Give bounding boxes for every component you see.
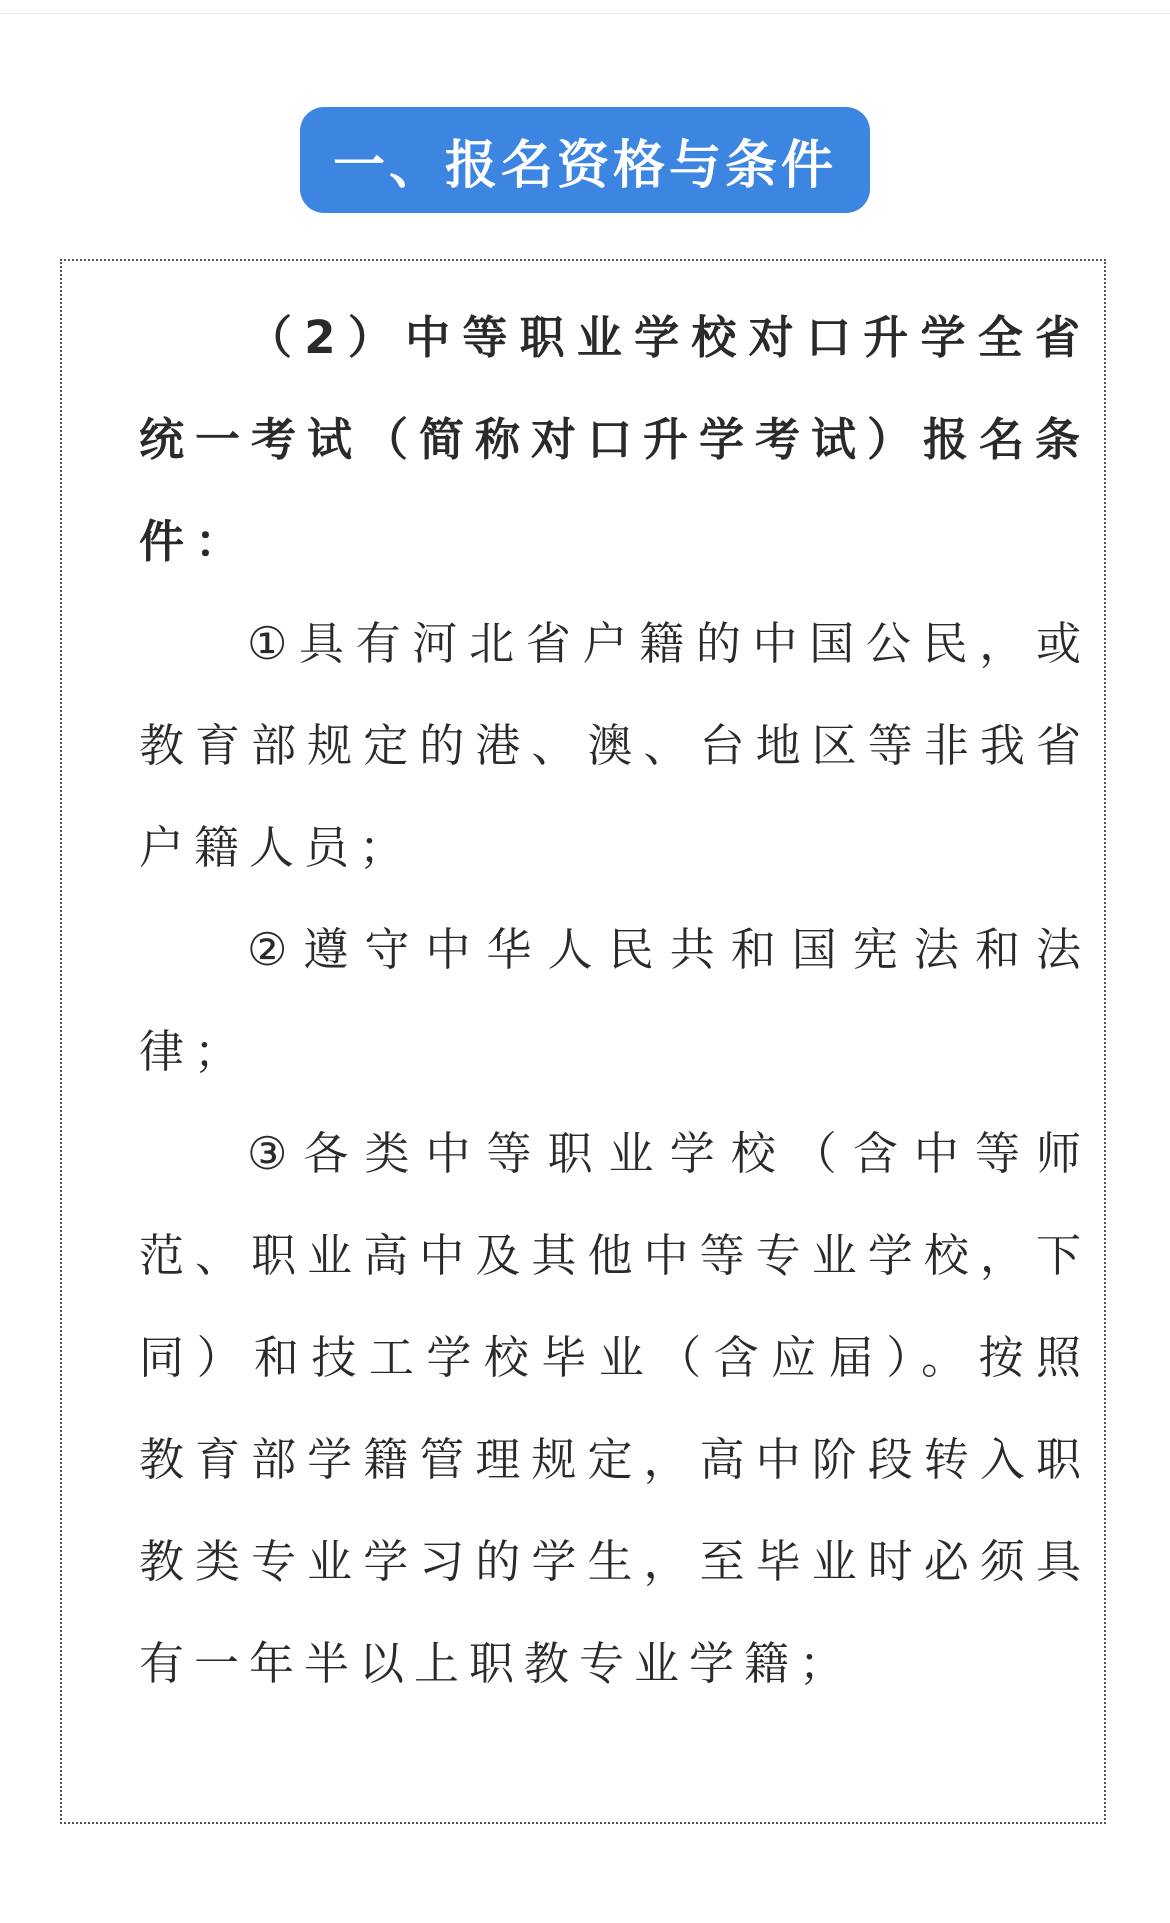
- content-box: [60, 259, 1106, 1824]
- condition-item-2: ②遵守中华人民共和国宪法和法律；: [139, 923, 1091, 1078]
- condition-item-3: ③各类中等职业学校（含中等师范、职业高中及其他中等专业学校，下同）和技工学校毕业（含应届）。按照教育部学籍管理规定，高中阶段转入职教类专业学习的学生，至毕业时必须具有一年半以上职教专业学籍；: [139, 1127, 1091, 1690]
- conditions-heading: （2）中等职业学校对口升学全省统一考试（简称对口升学考试）报名条件：: [139, 311, 1092, 568]
- top-divider: [0, 13, 1170, 14]
- condition-item-1: ①具有河北省户籍的中国公民，或教育部规定的港、澳、台地区等非我省户籍人员；: [139, 617, 1091, 874]
- section-title-badge: [300, 107, 870, 213]
- section-title: 一、报名资格与条件: [332, 135, 837, 196]
